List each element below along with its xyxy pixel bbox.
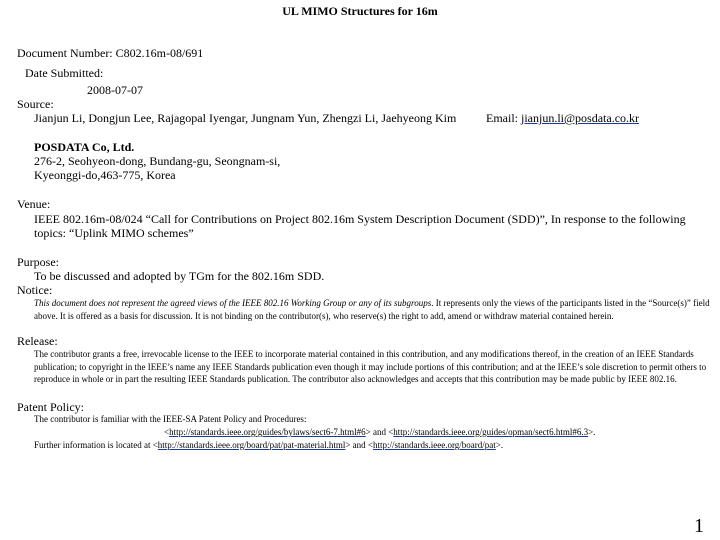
notice-text — [34, 297, 710, 322]
email-line — [486, 111, 639, 126]
release-label: Release: — [17, 334, 58, 348]
email-label: Email: — [486, 111, 518, 125]
page-title: UL MIMO Structures for 16m — [282, 4, 438, 18]
purpose-text: To be discussed and adopted by TGm for the 802.16m SDD. — [34, 269, 325, 283]
patent-policy-label: Patent Policy: — [17, 400, 84, 414]
company-name: POSDATA Co, Ltd. — [34, 140, 135, 154]
document-number: Document Number: C802.16m-08/691 — [17, 46, 204, 60]
patent-and: and — [370, 427, 389, 437]
patent-links: <http://standards.ieee.org/guides/bylaws/sect6-7.html#6> and <http://standards.ieee.org/guides/opman/sect6.html#6.3>. — [164, 427, 596, 437]
address-line-1: 276-2, Seohyeon-dong, Bundang-gu, Seongnam-si, — [34, 154, 281, 168]
date-submitted-value: 2008-07-07 — [87, 83, 143, 97]
authors: Jianjun Li, Dongjun Lee, Rajagopal Iyengar, Jungnam Yun, Zhengzi Li, Jaehyeong Kim — [34, 111, 457, 125]
release-text: The contributor grants a free, irrevocable license to the IEEE to incorporate material contained in this contribution, and any modifications thereof, in the creation of an IEEE Standards publication; to copyright in the IEEE’s name any IEEE Standards publication even though it may include portions of this contribution; and at the IEEE’s sole discretion to permit others to reproduce in whole or in part the resulting IEEE Standards publication. The contributor also acknowledges and accepts that this contribution may be made public by IEEE 802.16. — [34, 349, 707, 384]
venue-line-1: IEEE 802.16m-08/024 “Call for Contributions on Project 802.16m System Description Document (SDD)”, In response to the following — [34, 212, 686, 226]
notice-italic: This document does not represent the agreed views of the IEEE 802.16 Working Group or any of its subgroups — [34, 298, 432, 308]
page-number: 1 — [694, 515, 704, 537]
date-submitted-label: Date Submitted: — [25, 66, 104, 80]
email-link[interactable]: jianjun.li@posdata.co.kr — [521, 111, 640, 125]
further-and: and — [350, 440, 368, 450]
bylaws-link[interactable]: http://standards.ieee.org/guides/bylaws/sect6-7.html#6 — [169, 427, 366, 437]
patent-line-1: The contributor is familiar with the IEEE-SA Patent Policy and Procedures: — [34, 414, 307, 424]
notice-label: Notice: — [17, 283, 53, 297]
further-info: Further information is located at <http://standards.ieee.org/board/pat/pat-material.html> and <http://standards.ieee.org/board/pat>. — [34, 440, 504, 450]
source-label: Source: — [17, 97, 54, 111]
further-text: Further information is located at — [34, 440, 153, 450]
purpose-label: Purpose: — [17, 255, 59, 269]
pat-board-link[interactable]: http://standards.ieee.org/board/pat — [372, 440, 496, 450]
venue-line-2: topics: “Uplink MIMO schemes” — [34, 226, 194, 240]
venue-label: Venue: — [17, 197, 51, 211]
address-line-2: Kyeonggi-do,463-775, Korea — [34, 168, 176, 182]
pat-material-link[interactable]: http://standards.ieee.org/board/pat/pat-material.html — [157, 440, 346, 450]
opman-link[interactable]: http://standards.ieee.org/guides/opman/sect6.html#6.3 — [393, 427, 589, 437]
notice-rest: . It represents only the views of the participants listed in the “Source(s)” field above. It is offered as a basis for discussion. It is not binding on the contributor(s), who reserve(s) the right to add, amend or withdraw material contained herein. — [34, 298, 710, 321]
